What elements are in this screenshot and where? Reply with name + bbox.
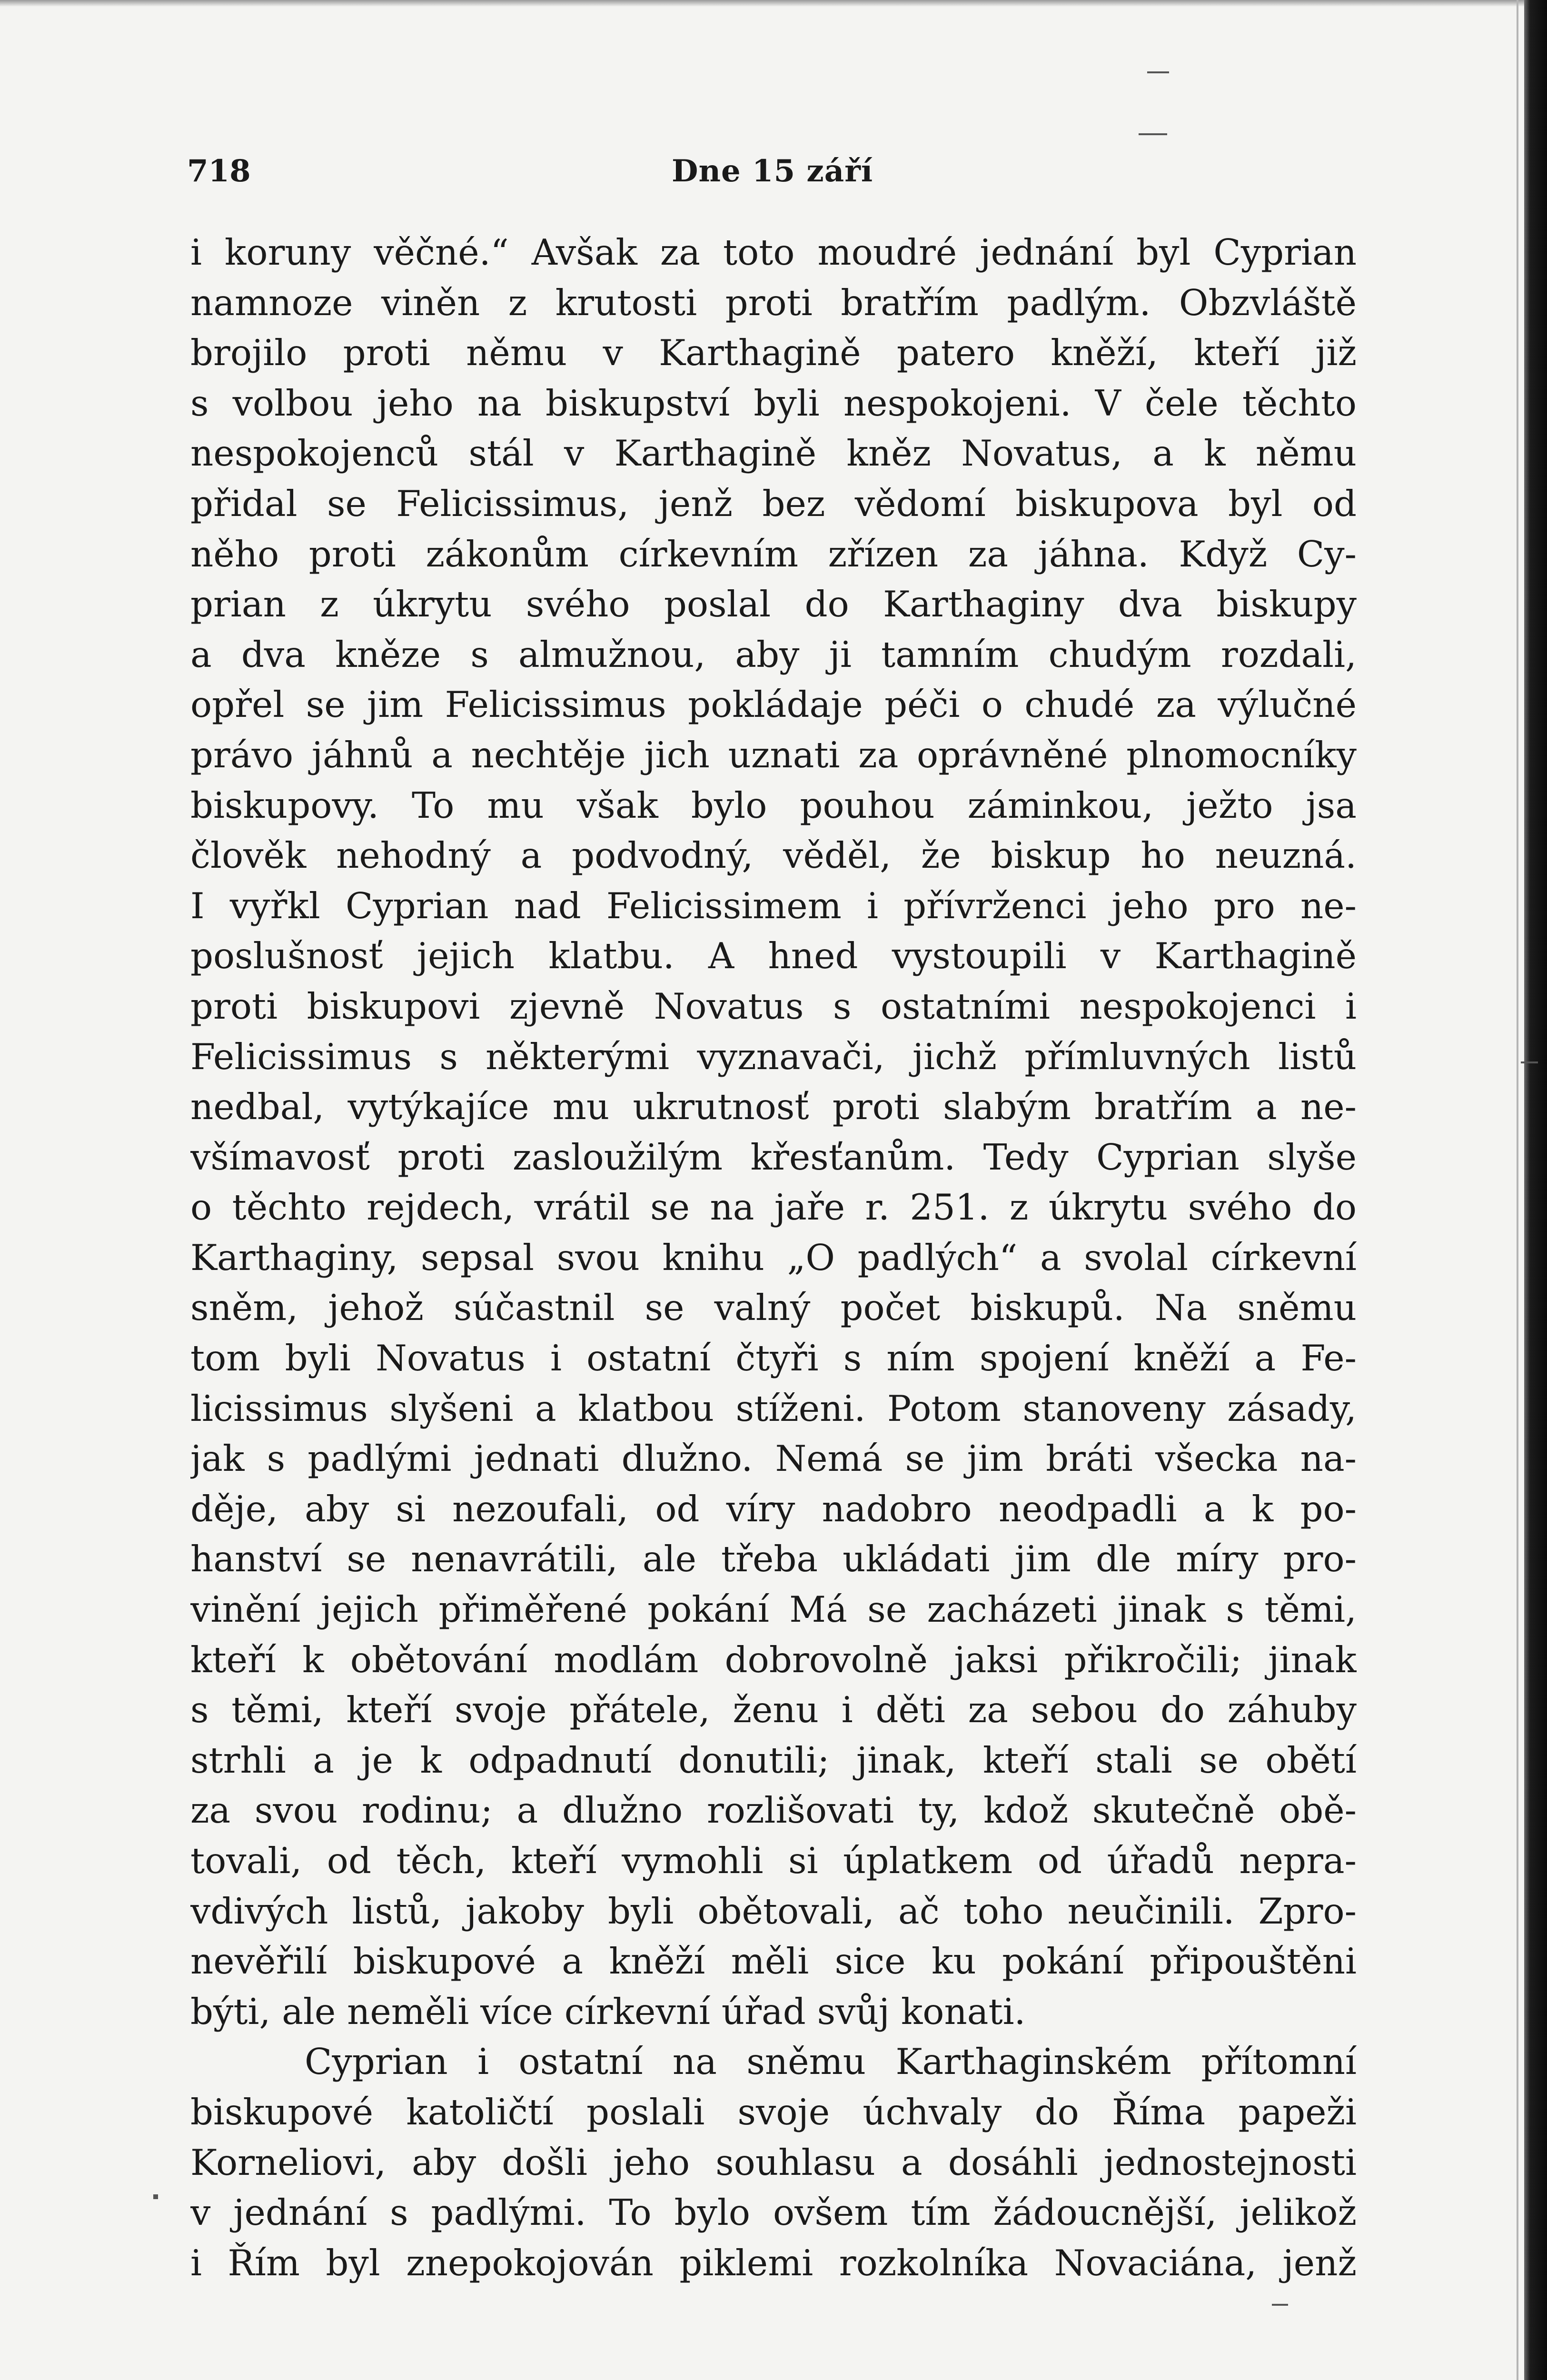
text-line: za svou rodinu; a dlužno rozlišovati ty, kdož skutečně obě- bbox=[190, 1789, 1357, 1832]
text-line: prian z úkrytu svého poslal do Karthaginy dva biskupy bbox=[190, 583, 1357, 625]
paragraph-first-line: Cyprian i ostatní na sněmu Karthaginském přítomní bbox=[305, 2041, 1357, 2083]
scan-mark bbox=[153, 2194, 158, 2199]
text-line: přidal se Felicissimus, jenž bez vědomí biskupova byl od bbox=[190, 482, 1357, 525]
text-line: poslušnosť jejich klatbu. A hned vystoupili v Karthagině bbox=[190, 935, 1357, 977]
text-line: proti biskupovi zjevně Novatus s ostatními nespokojenci i bbox=[190, 985, 1357, 1027]
text-line: kteří k obětování modlám dobrovolně jaksi přikročili; jinak bbox=[190, 1638, 1357, 1681]
scan-mark bbox=[1139, 133, 1167, 135]
text-line: tovali, od těch, kteří vymohli si úplatkem od úřadů nepra- bbox=[190, 1840, 1357, 1882]
text-line: jak s padlými jednati dlužno. Nemá se jim bráti všecka na- bbox=[190, 1438, 1357, 1480]
text-line: něho proti zákonům církevním zřízen za jáhna. Když Cy- bbox=[190, 533, 1357, 575]
scan-edge-line bbox=[1517, 0, 1518, 2380]
text-line: v jednání s padlými. To bylo ovšem tím žádoucnější, jelikož bbox=[190, 2192, 1357, 2234]
text-line: brojilo proti němu v Karthagině patero kněží, kteří již bbox=[190, 332, 1357, 374]
scan-mark bbox=[1147, 71, 1169, 73]
scan-right-edge bbox=[1524, 0, 1547, 2380]
text-line: vdivých listů, jakoby byli obětovali, ač toho neučinili. Zpro- bbox=[190, 1890, 1357, 1932]
text-line: všímavosť proti zasloužilým křesťanům. Tedy Cyprian slyše bbox=[190, 1136, 1357, 1178]
text-line: licissimus slyšeni a klatbou stíženi. Potom stanoveny zásady, bbox=[190, 1387, 1357, 1429]
text-line: i koruny věčné.“ Avšak za toto moudré jednání byl Cyprian bbox=[190, 231, 1357, 273]
text-line: tom byli Novatus i ostatní čtyři s ním spojení kněží a Fe- bbox=[190, 1337, 1357, 1379]
text-line: namnoze viněn z krutosti proti bratřím padlým. Obzvláště bbox=[190, 281, 1357, 324]
body-text bbox=[190, 228, 1357, 2288]
text-line: I vyřkl Cyprian nad Felicissimem i přívrženci jeho pro ne- bbox=[190, 884, 1357, 927]
page-header bbox=[187, 150, 1359, 193]
text-line: Felicissimus s některými vyznavači, jichž přímluvných listů bbox=[190, 1035, 1357, 1078]
text-line: s těmi, kteří svoje přátele, ženu i děti za sebou do záhuby bbox=[190, 1689, 1357, 1731]
text-line: biskupovy. To mu však bylo pouhou záminkou, ježto jsa bbox=[190, 784, 1357, 826]
text-line: děje, aby si nezoufali, od víry nadobro neodpadli a k po- bbox=[190, 1488, 1357, 1530]
text-line: Karthaginy, sepsal svou knihu „O padlých“ a svolal církevní bbox=[190, 1236, 1357, 1279]
paragraph-last-line: býti, ale neměli více církevní úřad svůj konati. bbox=[190, 1990, 1026, 2033]
text-line: a dva kněze s almužnou, aby ji tamním chudým rozdali, bbox=[190, 633, 1357, 675]
text-line: s volbou jeho na biskupství byli nespokojeni. V čele těchto bbox=[190, 382, 1357, 424]
text-line: sněm, jehož súčastnil se valný počet biskupů. Na sněmu bbox=[190, 1287, 1357, 1329]
text-line: o těchto rejdech, vrátil se na jaře r. 251. z úkrytu svého do bbox=[190, 1186, 1357, 1229]
scan-mark bbox=[1521, 1061, 1538, 1063]
text-line: strhli a je k odpadnutí donutili; jinak, kteří stali se obětí bbox=[190, 1739, 1357, 1781]
text-line: opřel se jim Felicissimus pokládaje péči o chudé za výlučné bbox=[190, 684, 1357, 726]
scan-mark bbox=[1272, 2304, 1288, 2306]
scan-top-edge bbox=[0, 0, 1547, 7]
text-line: právo jáhnů a nechtěje jich uznati za oprávněné plnomocníky bbox=[190, 734, 1357, 776]
text-line: Korneliovi, aby došli jeho souhlasu a dosáhli jednostejnosti bbox=[190, 2141, 1357, 2183]
text-line: i Řím byl znepokojován piklemi rozkolníka Novaciána, jenž bbox=[190, 2241, 1357, 2284]
text-line: nespokojenců stál v Karthagině kněz Novatus, a k němu bbox=[190, 432, 1357, 475]
page-number: 718 bbox=[187, 153, 251, 189]
text-line: člověk nehodný a podvodný, věděl, že biskup ho neuzná. bbox=[190, 834, 1357, 877]
text-line: nevěřilí biskupové a kněží měli sice ku pokání připouštěni bbox=[190, 1940, 1357, 1983]
running-head: Dne 15 září bbox=[672, 153, 873, 189]
text-line: hanství se nenavrátili, ale třeba ukládati jim dle míry pro- bbox=[190, 1538, 1357, 1580]
text-line: nedbal, vytýkajíce mu ukrutnosť proti slabým bratřím a ne- bbox=[190, 1086, 1357, 1128]
text-line: vinění jejich přiměřené pokání Má se zacházeti jinak s těmi, bbox=[190, 1588, 1357, 1631]
text-line: biskupové katoličtí poslali svoje úchvaly do Říma papeži bbox=[190, 2091, 1357, 2133]
